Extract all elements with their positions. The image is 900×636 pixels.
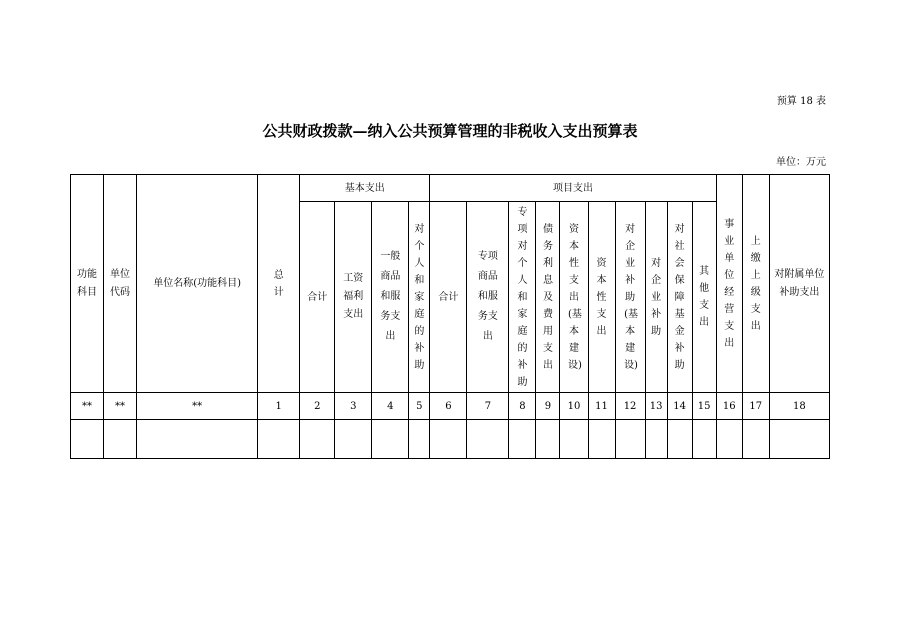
table-cell — [615, 420, 645, 459]
table-cell — [536, 420, 560, 459]
table-cell — [300, 420, 335, 459]
table-cell: ** — [104, 393, 137, 420]
col-header-unit-name: 单位名称(功能科目) — [137, 175, 258, 393]
table-cell — [71, 420, 104, 459]
col-header-proj-capital: 资本性支出 — [588, 202, 615, 393]
table-cell — [667, 420, 692, 459]
table-cell — [137, 420, 258, 459]
col-header-basic-total: 合计 — [300, 202, 335, 393]
col-header-proj-enterprise: 对企业补助 — [645, 202, 667, 393]
table-cell — [430, 420, 467, 459]
group-header-basic: 基本支出 — [300, 175, 430, 202]
col-header-proj-other: 其他支出 — [692, 202, 716, 393]
table-cell: 15 — [692, 393, 716, 420]
table-cell: ** — [71, 393, 104, 420]
table-cell: 6 — [430, 393, 467, 420]
col-header-basic-goods: 一般商品和服务支出 — [372, 202, 409, 393]
budget-table — [70, 174, 830, 459]
col-header-total: 总计 — [258, 175, 300, 393]
table-cell: 2 — [300, 393, 335, 420]
col-header-proj-debt: 债务利息及费用支出 — [536, 202, 560, 393]
table-cell — [769, 420, 829, 459]
table-row-index — [71, 393, 830, 420]
table-cell — [409, 420, 430, 459]
table-cell — [104, 420, 137, 459]
table-cell — [692, 420, 716, 459]
col-header-upper: 上缴上级支出 — [742, 175, 769, 393]
table-cell: 16 — [716, 393, 742, 420]
table-cell: 17 — [742, 393, 769, 420]
col-header-proj-subsidy: 专项对个人和家庭的补助 — [509, 202, 536, 393]
table-cell — [560, 420, 588, 459]
table-cell: 12 — [615, 393, 645, 420]
table-cell — [509, 420, 536, 459]
table-cell: 11 — [588, 393, 615, 420]
table-cell — [742, 420, 769, 459]
col-header-proj-enterprise-basic: 对企业补助(基本建设) — [615, 202, 645, 393]
table-cell — [716, 420, 742, 459]
document-title: 公共财政拨款—纳入公共预算管理的非税收入支出预算表 — [262, 122, 638, 140]
col-header-basic-subsidy: 对个人和家庭的补助 — [409, 202, 430, 393]
group-header-project: 项目支出 — [430, 175, 716, 202]
col-header-proj-total: 合计 — [430, 202, 467, 393]
col-header-basic-wage: 工资福利支出 — [335, 202, 372, 393]
col-header-proj-goods: 专项商品和服务支出 — [467, 202, 509, 393]
table-cell: 14 — [667, 393, 692, 420]
table-cell: 9 — [536, 393, 560, 420]
table-cell — [372, 420, 409, 459]
col-header-biz-operation: 事业单位经营支出 — [716, 175, 742, 393]
col-header-proj-capital-basic: 资本性支出(基本建设) — [560, 202, 588, 393]
table-row-empty — [71, 420, 830, 459]
col-header-proj-social: 对社会保障基金补助 — [667, 202, 692, 393]
col-header-unit-code: 单位代码 — [104, 175, 137, 393]
table-cell: 5 — [409, 393, 430, 420]
table-cell — [258, 420, 300, 459]
table-cell: 10 — [560, 393, 588, 420]
table-cell — [467, 420, 509, 459]
table-cell: 8 — [509, 393, 536, 420]
col-header-func-subject: 功能科目 — [71, 175, 104, 393]
table-cell: 13 — [645, 393, 667, 420]
table-cell: 4 — [372, 393, 409, 420]
table-cell — [588, 420, 615, 459]
table-cell: 7 — [467, 393, 509, 420]
table-cell — [335, 420, 372, 459]
col-header-affiliated: 对附属单位补助支出 — [769, 175, 829, 393]
table-cell: 3 — [335, 393, 372, 420]
table-cell — [645, 420, 667, 459]
table-cell: 1 — [258, 393, 300, 420]
table-cell: ** — [137, 393, 258, 420]
form-number: 预算 18 表 — [776, 96, 826, 107]
unit-label: 单位：万元 — [776, 157, 826, 168]
table-cell: 18 — [769, 393, 829, 420]
